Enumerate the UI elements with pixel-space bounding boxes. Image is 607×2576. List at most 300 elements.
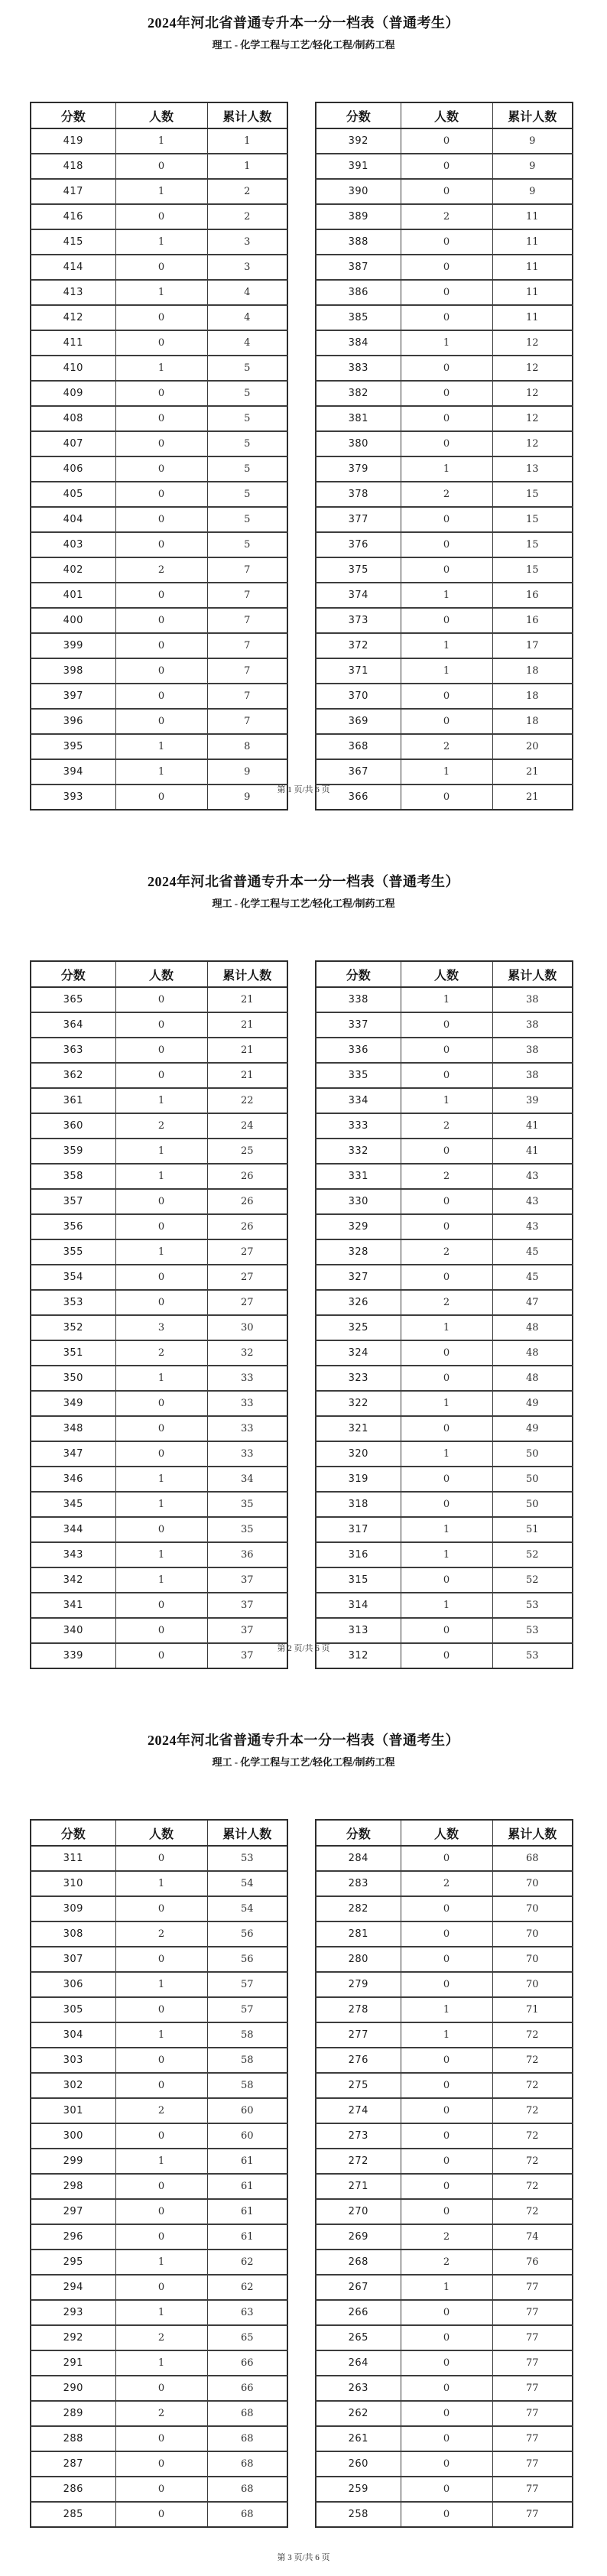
count-cell: 0 xyxy=(401,255,492,280)
table-row xyxy=(316,1416,573,1441)
score-cell: 303 xyxy=(31,2048,115,2073)
table-row xyxy=(31,2401,287,2426)
score-cell: 342 xyxy=(31,1567,115,1593)
count-cell: 2 xyxy=(401,2224,492,2250)
score-cell: 407 xyxy=(31,431,115,456)
score-cell: 307 xyxy=(31,1947,115,1972)
column-header-score: 分数 xyxy=(316,1820,401,1846)
table-row xyxy=(31,1012,287,1038)
count-cell: 0 xyxy=(115,1846,207,1871)
cumulative-cell: 72 xyxy=(492,2098,573,2123)
score-cell: 408 xyxy=(31,406,115,431)
table-row xyxy=(31,1492,287,1517)
tables-row xyxy=(30,1819,573,2528)
cumulative-cell: 33 xyxy=(207,1366,287,1391)
score-cell: 293 xyxy=(31,2300,115,2325)
column-header-count: 人数 xyxy=(401,1820,492,1846)
score-cell: 317 xyxy=(316,1517,401,1542)
count-cell: 0 xyxy=(115,1391,207,1416)
count-cell: 0 xyxy=(401,2098,492,2123)
score-cell: 362 xyxy=(31,1063,115,1088)
cumulative-cell: 66 xyxy=(207,2376,287,2401)
table-row xyxy=(31,2426,287,2451)
table-row xyxy=(31,1542,287,1567)
cumulative-cell: 7 xyxy=(207,658,287,684)
cumulative-cell: 20 xyxy=(492,734,573,759)
cumulative-cell: 52 xyxy=(492,1567,573,1593)
score-cell: 277 xyxy=(316,2022,401,2048)
count-cell: 0 xyxy=(115,1012,207,1038)
table-header-row xyxy=(31,102,287,128)
table-row xyxy=(316,1214,573,1239)
count-cell: 1 xyxy=(401,2022,492,2048)
score-cell: 414 xyxy=(31,255,115,280)
count-cell: 0 xyxy=(115,2199,207,2224)
cumulative-cell: 15 xyxy=(492,482,573,507)
count-cell: 0 xyxy=(115,456,207,482)
table-row xyxy=(31,658,287,684)
cumulative-cell: 18 xyxy=(492,709,573,734)
score-cell: 361 xyxy=(31,1088,115,1113)
cumulative-cell: 53 xyxy=(492,1618,573,1643)
score-cell: 283 xyxy=(316,1871,401,1896)
score-cell: 347 xyxy=(31,1441,115,1467)
table-row xyxy=(316,1567,573,1593)
table-row xyxy=(316,330,573,356)
document-page-3 xyxy=(0,1717,607,2576)
table-row xyxy=(31,1038,287,1063)
score-cell: 398 xyxy=(31,658,115,684)
cumulative-cell: 3 xyxy=(207,255,287,280)
table-row xyxy=(31,1441,287,1467)
count-cell: 1 xyxy=(115,1972,207,1997)
score-cell: 280 xyxy=(316,1947,401,1972)
score-cell: 301 xyxy=(31,2098,115,2123)
table-row xyxy=(316,2250,573,2275)
score-cell: 292 xyxy=(31,2325,115,2350)
cumulative-cell: 1 xyxy=(207,128,287,154)
score-cell: 355 xyxy=(31,1239,115,1265)
score-cell: 396 xyxy=(31,709,115,734)
count-cell: 0 xyxy=(401,305,492,330)
cumulative-cell: 52 xyxy=(492,1542,573,1567)
cumulative-cell: 7 xyxy=(207,557,287,583)
table-row xyxy=(316,2300,573,2325)
column-header-cumulative: 累计人数 xyxy=(207,961,287,987)
cumulative-cell: 5 xyxy=(207,482,287,507)
cumulative-cell: 27 xyxy=(207,1265,287,1290)
count-cell: 1 xyxy=(115,356,207,381)
cumulative-cell: 13 xyxy=(492,456,573,482)
table-row xyxy=(31,1567,287,1593)
score-cell: 397 xyxy=(31,684,115,709)
count-cell: 0 xyxy=(115,2275,207,2300)
score-cell: 403 xyxy=(31,532,115,557)
table-row xyxy=(31,1315,287,1340)
count-cell: 0 xyxy=(401,2502,492,2527)
table-row xyxy=(31,1189,287,1214)
cumulative-cell: 65 xyxy=(207,2325,287,2350)
score-cell: 271 xyxy=(316,2174,401,2199)
count-cell: 0 xyxy=(401,2048,492,2073)
cumulative-cell: 56 xyxy=(207,1947,287,1972)
table-row xyxy=(31,2376,287,2401)
table-row xyxy=(316,507,573,532)
score-cell: 305 xyxy=(31,1997,115,2022)
score-cell: 306 xyxy=(31,1972,115,1997)
column-header-count: 人数 xyxy=(401,961,492,987)
table-row xyxy=(31,305,287,330)
cumulative-cell: 2 xyxy=(207,204,287,229)
count-cell: 0 xyxy=(115,204,207,229)
score-cell: 353 xyxy=(31,1290,115,1315)
count-cell: 0 xyxy=(401,784,492,810)
table-row xyxy=(31,557,287,583)
cumulative-cell: 71 xyxy=(492,1997,573,2022)
score-cell: 344 xyxy=(31,1517,115,1542)
table-row xyxy=(316,204,573,229)
cumulative-cell: 37 xyxy=(207,1593,287,1618)
score-cell: 334 xyxy=(316,1088,401,1113)
count-cell: 0 xyxy=(115,1441,207,1467)
cumulative-cell: 77 xyxy=(492,2376,573,2401)
score-cell: 319 xyxy=(316,1467,401,1492)
score-cell: 281 xyxy=(316,1921,401,1947)
score-cell: 270 xyxy=(316,2199,401,2224)
cumulative-cell: 48 xyxy=(492,1366,573,1391)
score-cell: 265 xyxy=(316,2325,401,2350)
table-row xyxy=(316,1340,573,1366)
cumulative-cell: 18 xyxy=(492,684,573,709)
count-cell: 0 xyxy=(115,330,207,356)
score-cell: 314 xyxy=(316,1593,401,1618)
count-cell: 0 xyxy=(401,1416,492,1441)
score-cell: 294 xyxy=(31,2275,115,2300)
table-header-row xyxy=(316,102,573,128)
table-row xyxy=(31,2123,287,2149)
count-cell: 1 xyxy=(115,2149,207,2174)
score-cell: 366 xyxy=(316,784,401,810)
table-row xyxy=(316,305,573,330)
table-row xyxy=(31,2502,287,2527)
column-header-cumulative: 累计人数 xyxy=(207,1820,287,1846)
column-header-cumulative: 累计人数 xyxy=(492,1820,573,1846)
count-cell: 2 xyxy=(401,204,492,229)
cumulative-cell: 70 xyxy=(492,1871,573,1896)
count-cell: 0 xyxy=(401,1947,492,1972)
score-cell: 393 xyxy=(31,784,115,810)
count-cell: 2 xyxy=(115,1113,207,1139)
table-row xyxy=(316,684,573,709)
count-cell: 0 xyxy=(401,1467,492,1492)
table-row xyxy=(316,2048,573,2073)
count-cell: 1 xyxy=(115,1871,207,1896)
cumulative-cell: 5 xyxy=(207,356,287,381)
score-cell: 272 xyxy=(316,2149,401,2174)
page-subtitle: 理工 - 化学工程与工艺/轻化工程/制药工程 xyxy=(212,1756,395,1768)
table-row xyxy=(316,255,573,280)
count-cell: 0 xyxy=(115,1189,207,1214)
table-row xyxy=(316,2123,573,2149)
cumulative-cell: 72 xyxy=(492,2048,573,2073)
score-cell: 311 xyxy=(31,1846,115,1871)
score-cell: 411 xyxy=(31,330,115,356)
cumulative-cell: 7 xyxy=(207,608,287,633)
cumulative-cell: 33 xyxy=(207,1391,287,1416)
count-cell: 1 xyxy=(401,1542,492,1567)
table-row xyxy=(31,2275,287,2300)
count-cell: 1 xyxy=(401,1593,492,1618)
score-cell: 394 xyxy=(31,759,115,784)
score-cell: 269 xyxy=(316,2224,401,2250)
score-cell: 349 xyxy=(31,1391,115,1416)
score-cell: 260 xyxy=(316,2451,401,2477)
cumulative-cell: 21 xyxy=(492,784,573,810)
cumulative-cell: 38 xyxy=(492,1063,573,1088)
count-cell: 0 xyxy=(115,1618,207,1643)
column-header-count: 人数 xyxy=(115,102,207,128)
score-cell: 333 xyxy=(316,1113,401,1139)
cumulative-cell: 38 xyxy=(492,1038,573,1063)
count-cell: 0 xyxy=(115,2376,207,2401)
count-cell: 1 xyxy=(115,1467,207,1492)
count-cell: 0 xyxy=(401,229,492,255)
table-row xyxy=(31,2048,287,2073)
score-cell: 390 xyxy=(316,179,401,204)
table-row xyxy=(31,406,287,431)
score-cell: 324 xyxy=(316,1340,401,1366)
cumulative-cell: 39 xyxy=(492,1088,573,1113)
table-row xyxy=(316,2350,573,2376)
score-cell: 310 xyxy=(31,1871,115,1896)
score-cell: 266 xyxy=(316,2300,401,2325)
count-cell: 0 xyxy=(115,1997,207,2022)
cumulative-cell: 45 xyxy=(492,1239,573,1265)
cumulative-cell: 77 xyxy=(492,2426,573,2451)
page-number-footer: 第 1 页/共 6 页 xyxy=(277,785,330,794)
score-cell: 261 xyxy=(316,2426,401,2451)
table-row xyxy=(316,987,573,1012)
score-cell: 413 xyxy=(31,280,115,305)
count-cell: 0 xyxy=(401,1189,492,1214)
score-cell: 339 xyxy=(31,1643,115,1668)
cumulative-cell: 7 xyxy=(207,709,287,734)
score-cell: 282 xyxy=(316,1896,401,1921)
table-row xyxy=(31,1921,287,1947)
score-cell: 284 xyxy=(316,1846,401,1871)
table-row xyxy=(31,532,287,557)
cumulative-cell: 62 xyxy=(207,2250,287,2275)
table-row xyxy=(31,381,287,406)
count-cell: 0 xyxy=(401,1366,492,1391)
table-row xyxy=(316,1139,573,1164)
column-header-count: 人数 xyxy=(115,1820,207,1846)
table-row xyxy=(316,2224,573,2250)
table-row xyxy=(316,658,573,684)
cumulative-cell: 12 xyxy=(492,330,573,356)
page-title: 2024年河北省普通专升本一分一档表（普通考生） xyxy=(148,1733,459,1748)
score-cell: 377 xyxy=(316,507,401,532)
score-cell: 391 xyxy=(316,154,401,179)
table-row xyxy=(316,1063,573,1088)
cumulative-cell: 77 xyxy=(492,2275,573,2300)
table-row xyxy=(316,2275,573,2300)
score-cell: 325 xyxy=(316,1315,401,1340)
table-row xyxy=(316,1947,573,1972)
table-row xyxy=(31,1896,287,1921)
cumulative-cell: 48 xyxy=(492,1315,573,1340)
cumulative-cell: 17 xyxy=(492,633,573,658)
cumulative-cell: 9 xyxy=(492,179,573,204)
count-cell: 1 xyxy=(115,1088,207,1113)
table-row xyxy=(316,2022,573,2048)
cumulative-cell: 43 xyxy=(492,1164,573,1189)
score-cell: 295 xyxy=(31,2250,115,2275)
cumulative-cell: 53 xyxy=(492,1593,573,1618)
count-cell: 0 xyxy=(115,2174,207,2199)
cumulative-cell: 45 xyxy=(492,1265,573,1290)
cumulative-cell: 50 xyxy=(492,1441,573,1467)
count-cell: 1 xyxy=(115,1139,207,1164)
count-cell: 1 xyxy=(115,1366,207,1391)
count-cell: 0 xyxy=(115,431,207,456)
count-cell: 0 xyxy=(115,2048,207,2073)
score-cell: 308 xyxy=(31,1921,115,1947)
table-row xyxy=(316,1441,573,1467)
cumulative-cell: 70 xyxy=(492,1947,573,1972)
cumulative-cell: 36 xyxy=(207,1542,287,1567)
count-cell: 0 xyxy=(401,1921,492,1947)
score-cell: 352 xyxy=(31,1315,115,1340)
count-cell: 1 xyxy=(401,759,492,784)
table-row xyxy=(31,1593,287,1618)
score-cell: 337 xyxy=(316,1012,401,1038)
count-cell: 0 xyxy=(401,1340,492,1366)
count-cell: 0 xyxy=(401,2174,492,2199)
count-cell: 0 xyxy=(115,633,207,658)
table-row xyxy=(316,1871,573,1896)
table-row xyxy=(31,2300,287,2325)
count-cell: 1 xyxy=(401,1997,492,2022)
cumulative-cell: 38 xyxy=(492,987,573,1012)
cumulative-cell: 57 xyxy=(207,1997,287,2022)
cumulative-cell: 68 xyxy=(207,2426,287,2451)
cumulative-cell: 72 xyxy=(492,2073,573,2098)
score-cell: 318 xyxy=(316,1492,401,1517)
column-header-score: 分数 xyxy=(316,961,401,987)
score-cell: 417 xyxy=(31,179,115,204)
table-row xyxy=(316,2426,573,2451)
cumulative-cell: 7 xyxy=(207,684,287,709)
cumulative-cell: 21 xyxy=(207,1063,287,1088)
table-row xyxy=(316,1542,573,1567)
count-cell: 1 xyxy=(401,1391,492,1416)
table-row xyxy=(316,734,573,759)
score-cell: 288 xyxy=(31,2426,115,2451)
score-cell: 385 xyxy=(316,305,401,330)
cumulative-cell: 70 xyxy=(492,1972,573,1997)
table-row xyxy=(316,1315,573,1340)
score-cell: 262 xyxy=(316,2401,401,2426)
table-row xyxy=(316,1012,573,1038)
page-number-footer: 第 3 页/共 6 页 xyxy=(277,2553,330,2562)
score-cell: 296 xyxy=(31,2224,115,2250)
cumulative-cell: 25 xyxy=(207,1139,287,1164)
table-row xyxy=(316,759,573,784)
cumulative-cell: 15 xyxy=(492,557,573,583)
table-row xyxy=(316,1290,573,1315)
page-subtitle: 理工 - 化学工程与工艺/轻化工程/制药工程 xyxy=(212,39,395,50)
cumulative-cell: 7 xyxy=(207,633,287,658)
score-cell: 267 xyxy=(316,2275,401,2300)
cumulative-cell: 41 xyxy=(492,1113,573,1139)
cumulative-cell: 27 xyxy=(207,1290,287,1315)
cumulative-cell: 68 xyxy=(207,2401,287,2426)
score-cell: 338 xyxy=(316,987,401,1012)
count-cell: 2 xyxy=(115,2325,207,2350)
cumulative-cell: 11 xyxy=(492,204,573,229)
count-cell: 1 xyxy=(401,987,492,1012)
count-cell: 0 xyxy=(115,1517,207,1542)
count-cell: 0 xyxy=(401,507,492,532)
count-cell: 2 xyxy=(401,482,492,507)
table-row xyxy=(316,1164,573,1189)
count-cell: 0 xyxy=(401,128,492,154)
score-cell: 375 xyxy=(316,557,401,583)
table-row xyxy=(31,482,287,507)
score-cell: 312 xyxy=(316,1643,401,1668)
table-row xyxy=(31,684,287,709)
score-cell: 354 xyxy=(31,1265,115,1290)
table-row xyxy=(316,1896,573,1921)
count-cell: 0 xyxy=(401,2376,492,2401)
score-cell: 335 xyxy=(316,1063,401,1088)
table-row xyxy=(316,1113,573,1139)
count-cell: 0 xyxy=(401,557,492,583)
count-cell: 1 xyxy=(115,1492,207,1517)
cumulative-cell: 70 xyxy=(492,1896,573,1921)
table-row xyxy=(31,1947,287,1972)
table-row xyxy=(31,2224,287,2250)
count-cell: 1 xyxy=(115,2350,207,2376)
table-row xyxy=(316,1189,573,1214)
count-cell: 2 xyxy=(115,2401,207,2426)
score-cell: 309 xyxy=(31,1896,115,1921)
cumulative-cell: 60 xyxy=(207,2098,287,2123)
cumulative-cell: 35 xyxy=(207,1517,287,1542)
score-cell: 304 xyxy=(31,2022,115,2048)
cumulative-cell: 9 xyxy=(207,759,287,784)
table-row xyxy=(316,1239,573,1265)
score-cell: 322 xyxy=(316,1391,401,1416)
count-cell: 0 xyxy=(115,1265,207,1290)
score-cell: 274 xyxy=(316,2098,401,2123)
table-row xyxy=(316,229,573,255)
table-row xyxy=(31,2149,287,2174)
count-cell: 0 xyxy=(115,2123,207,2149)
score-cell: 389 xyxy=(316,204,401,229)
table-row xyxy=(31,1416,287,1441)
score-cell: 298 xyxy=(31,2174,115,2199)
count-cell: 1 xyxy=(401,456,492,482)
cumulative-cell: 50 xyxy=(492,1492,573,1517)
cumulative-cell: 12 xyxy=(492,356,573,381)
table-row xyxy=(31,1239,287,1265)
table-row xyxy=(316,431,573,456)
table-row xyxy=(31,759,287,784)
count-cell: 2 xyxy=(401,1164,492,1189)
score-cell: 343 xyxy=(31,1542,115,1567)
